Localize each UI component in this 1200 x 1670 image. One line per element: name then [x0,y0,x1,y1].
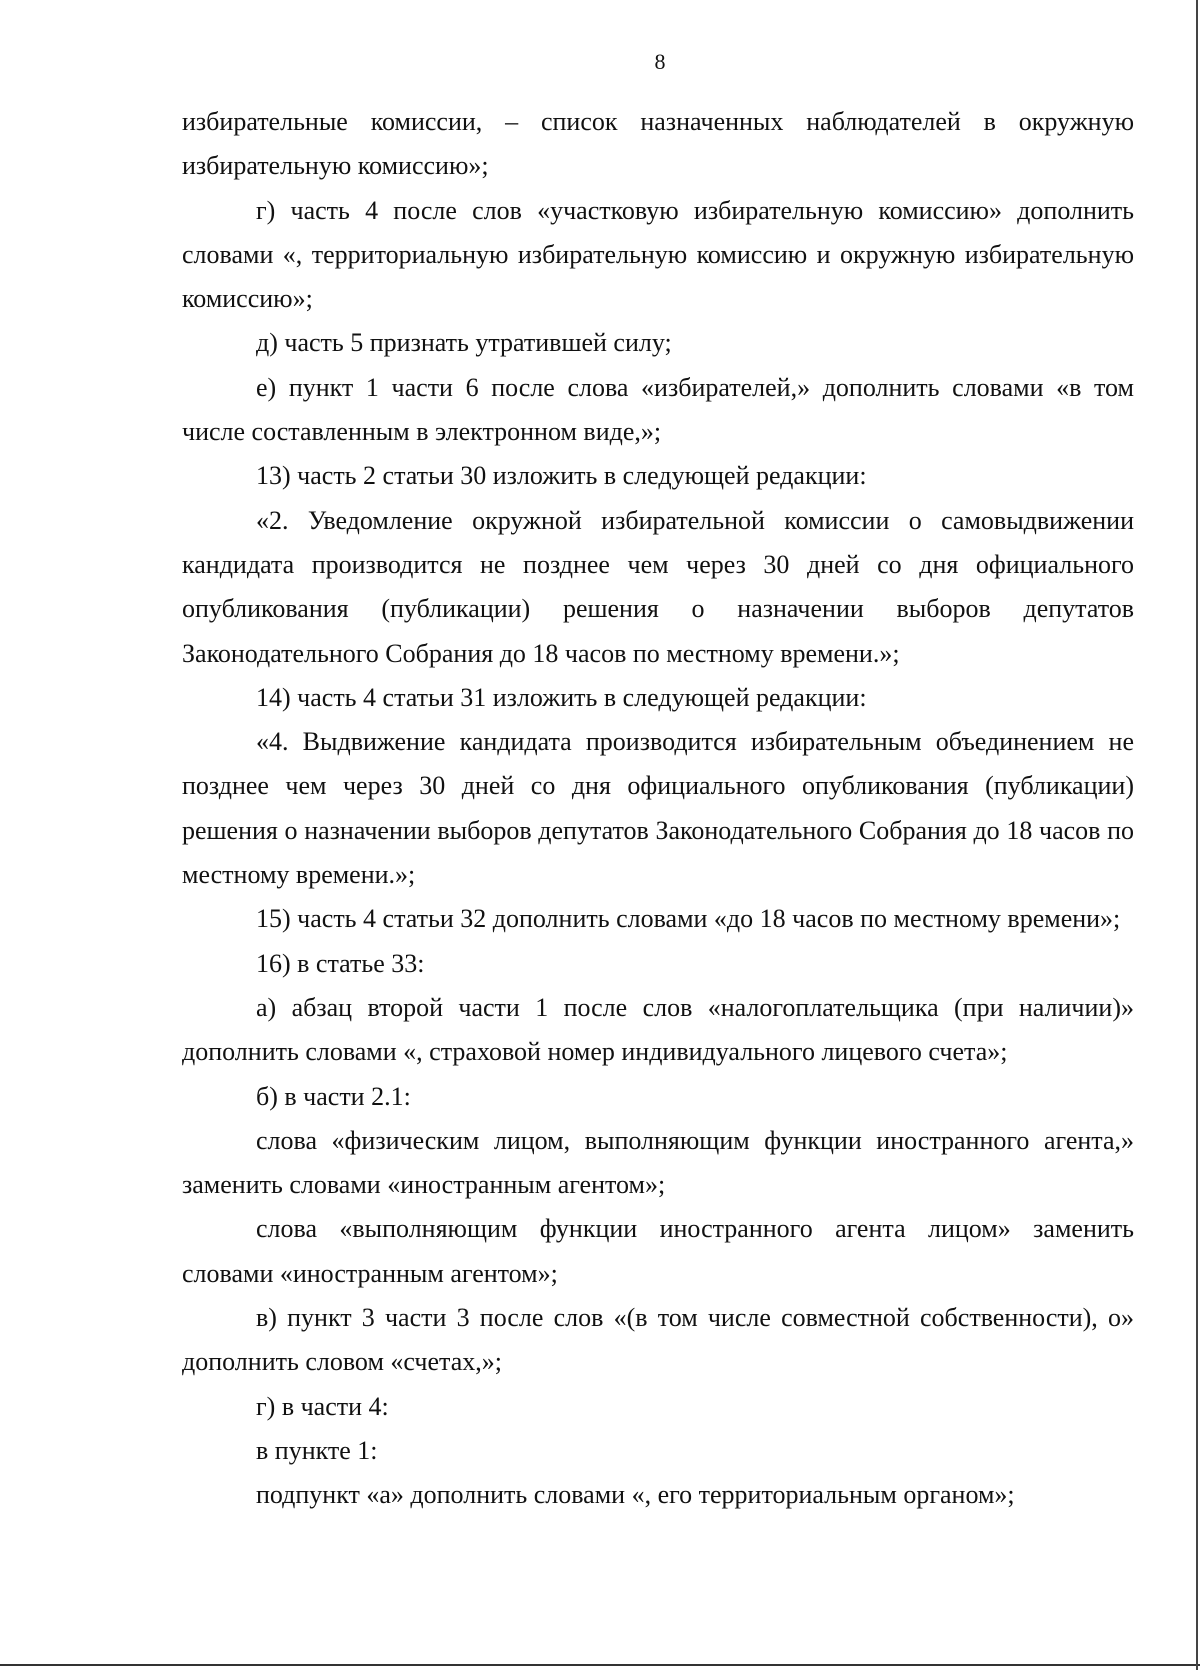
paragraph: г) в части 4: [256,1391,389,1421]
paragraph: избирательные комиссии, – список назначенных наблюдателей в окружную избирательную комиссию»; [182,107,1134,181]
paragraph: г) часть 4 после слов «участковую избирательную комиссию» дополнить словами «, территориальную избирательную комиссию и окружную избирательную комиссию»; [182,195,1134,314]
scan-right-edge [1196,0,1198,1670]
paragraph: подпункт «а» дополнить словами «, его территориальным органом»; [256,1480,1015,1510]
paragraph: слова «физическим лицом, выполняющим функции иностранного агента,» заменить словами «иностранным агентом»; [182,1125,1134,1200]
paragraph: 14) часть 4 статьи 31 изложить в следующей редакции: [256,682,867,712]
paragraph: в) пункт 3 части 3 после слов «(в том числе совместной собственности), о» дополнить словом «счетах,»; [182,1303,1134,1377]
paragraph: 13) часть 2 статьи 30 изложить в следующей редакции: [256,461,867,491]
paragraph: б) в части 2.1: [256,1081,411,1111]
scan-bottom-edge [0,1664,1200,1666]
paragraph: «2. Уведомление окружной избирательной комиссии о самовыдвижении кандидата производится не позднее чем через 30 дней со дня официального опубликования (публикации) решения о назначении выборов депутатов Законодательного Собрания до 18 часов по местному времени.»; [182,505,1134,668]
paragraph: в пункте 1: [256,1435,378,1465]
paragraph: 15) часть 4 статьи 32 дополнить словами «до 18 часов по местному времени»; [256,904,1121,934]
page-number: 8 [654,49,666,74]
paragraph: е) пункт 1 части 6 после слова «избирателей,» дополнить словами «в том числе составленным в электронном виде,»; [182,372,1134,447]
paragraph: слова «выполняющим функции иностранного агента лицом» заменить словами «иностранным агентом»; [182,1214,1134,1288]
document-body [182,100,1134,1518]
paragraph: д) часть 5 признать утратившей силу; [256,328,672,358]
paragraph: 16) в статье 33: [256,948,425,978]
paragraph: «4. Выдвижение кандидата производится избирательным объединением не позднее чем через 30 дней со дня официального опубликования (публикации) решения о назначении выборов депутатов Законодательного Собрания до 18 часов по местному времени.»; [182,727,1134,890]
paragraph: а) абзац второй части 1 после слов «налогоплательщика (при наличии)» дополнить словами «, страховой номер индивидуального лицевого счета»; [182,992,1134,1067]
